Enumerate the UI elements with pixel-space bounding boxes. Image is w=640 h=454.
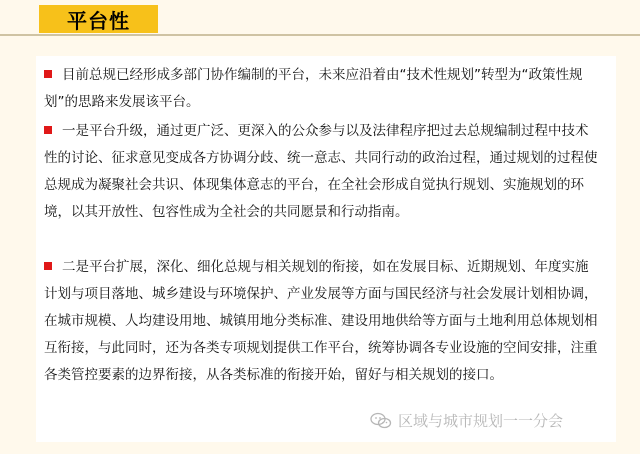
title-bar — [39, 5, 158, 33]
bullet-marker-icon — [44, 70, 52, 78]
bullet-marker-icon — [44, 126, 52, 134]
wechat-icon — [370, 412, 392, 430]
watermark — [370, 410, 563, 431]
bullet-paragraph — [44, 62, 600, 116]
bullet-paragraph — [44, 118, 600, 226]
bullet-text: 目前总规已经形成多部门协作编制的平台，未来应沿着由“技术性规划”转型为“政策性规划”的思路来发展该平台。 — [44, 67, 583, 110]
bullet-marker-icon — [44, 262, 52, 270]
bullet-text: 二是平台扩展，深化、细化总规与相关规划的衔接，如在发展目标、近期规划、年度实施计划与项目落地、城乡建设与环境保护、产业发展等方面与国民经济与社会发展计划相协调，在城市规模、人均建设用地、城镇用地分类标准、建设用地供给等方面与土地利用总体规划相互衔接，与此同时，还为各类专项规划提供工作平台，统筹协调各专业设施的空间安排，注重各类管控要素的边界衔接，从各类标准的衔接开始，留好与相关规划的接口。 — [44, 259, 598, 383]
watermark-text: 区域与城市规划一一分会 — [398, 412, 564, 430]
page-title: 平台性 — [67, 8, 130, 33]
bullet-text: 一是平台升级，通过更广泛、更深入的公众参与以及法律程序把过去总规编制过程中技术性的讨论、征求意见变成各方协调分歧、统一意志、共同行动的政治过程，通过规划的过程使总规成为凝聚社会共识、体现集体意志的平台，在全社会形成自觉执行规划、实施规划的环境，以其开放性、包容性成为全社会的共同愿景和行动指南。 — [44, 123, 598, 220]
divider — [0, 34, 640, 36]
bullet-paragraph — [44, 254, 600, 389]
